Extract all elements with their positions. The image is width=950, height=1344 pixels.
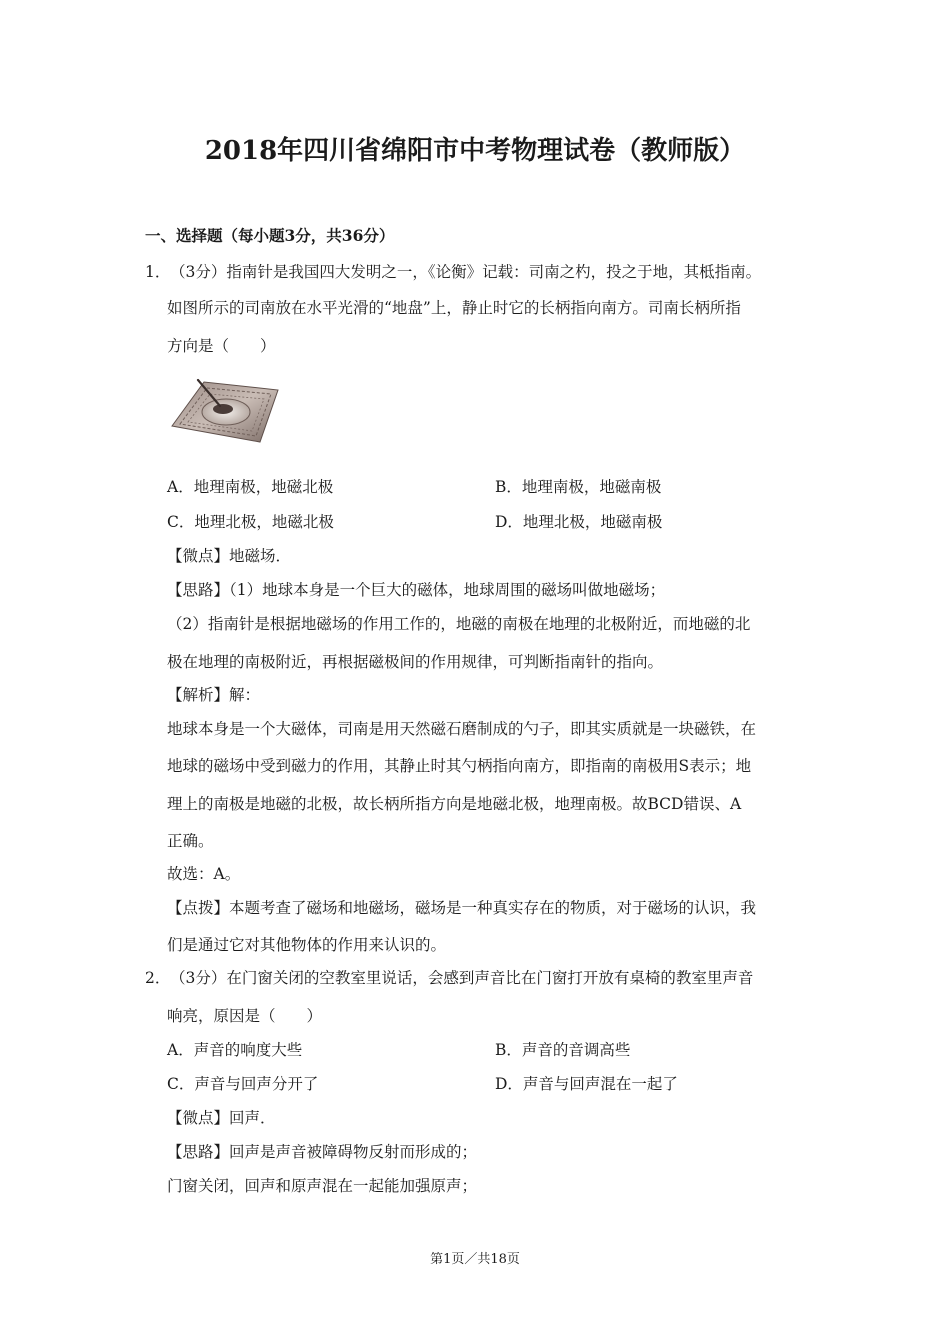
q1-thinking-line-3: 极在地理的南极附近，再根据磁极间的作用规律，可判断指南针的指向。	[167, 653, 664, 671]
q1-option-c: C．地理北极，地磁北极	[167, 513, 334, 531]
q1-answer: 故选：A。	[167, 865, 241, 883]
q1-number: 1．	[145, 263, 171, 281]
q1-option-d: D．地理北极，地磁南极	[495, 513, 663, 531]
q1-point: 【微点】地磁场．	[167, 547, 292, 565]
page-footer: 第1页／共18页	[430, 1252, 520, 1267]
q1-analysis-line-5: 正确。	[167, 832, 214, 850]
q2-option-d: D．声音与回声混在一起了	[495, 1075, 678, 1093]
q1-stem-line-2: 如图所示的司南放在水平光滑的“地盘”上，静止时它的长柄指向南方。司南长柄所指	[167, 299, 741, 317]
q1-stem-line-1: （3分）指南针是我国四大发明之一，《论衡》记载：司南之杓，投之于地，其柢指南。	[170, 263, 762, 281]
q2-option-c: C．声音与回声分开了	[167, 1075, 319, 1093]
q2-thinking-line-1: 【思路】回声是声音被障碍物反射而形成的；	[167, 1143, 478, 1161]
q2-number: 2．	[145, 969, 171, 987]
page-title: 2018年四川省绵阳市中考物理试卷（教师版）	[204, 136, 746, 166]
q1-analysis-line-2: 地球本身是一个大磁体，司南是用天然磁石磨制成的勺子，即其实质就是一块磁铁，在	[167, 720, 757, 738]
q1-analysis-line-3: 地球的磁场中受到磁力的作用，其静止时其勺柄指向南方，即指南的南极用S表示；地	[167, 757, 752, 775]
q1-analysis-line-1: 【解析】解：	[167, 686, 261, 704]
q2-stem-line-2: 响亮，原因是（ ）	[167, 1007, 323, 1025]
q1-stem-line-3: 方向是（ ）	[167, 337, 276, 355]
section-heading: 一、选择题（每小题3分，共36分）	[145, 226, 395, 245]
q2-option-a: A．声音的响度大些	[167, 1041, 303, 1059]
q1-option-b: B．地理南极，地磁南极	[495, 478, 662, 496]
q2-thinking-line-2: 门窗关闭，回声和原声混在一起能加强原声；	[167, 1177, 478, 1195]
q1-thinking-line-2: （2）指南针是根据地磁场的作用工作的，地磁的南极在地理的北极附近，而地磁的北	[167, 615, 751, 633]
q2-option-b: B．声音的音调高些	[495, 1041, 631, 1059]
q1-thinking-line-1: 【思路】（1）地球本身是一个巨大的磁体，地球周围的磁场叫做地磁场；	[167, 581, 666, 599]
q2-stem-line-1: （3分）在门窗关闭的空教室里说话，会感到声音比在门窗打开放有桌椅的教室里声音	[170, 969, 754, 987]
q2-point: 【微点】回声．	[167, 1109, 276, 1127]
compass-sinan-image	[168, 372, 280, 444]
q1-option-a: A．地理南极，地磁北极	[167, 478, 334, 496]
q1-tips-line-2: 们是通过它对其他物体的作用来认识的。	[167, 936, 447, 954]
q1-tips-line-1: 【点拨】本题考查了磁场和地磁场，磁场是一种真实存在的物质，对于磁场的认识，我	[167, 899, 757, 917]
q1-analysis-line-4: 理上的南极是地磁的北极，故长柄所指方向是地磁北极，地理南极。故BCD错误、A	[167, 795, 742, 813]
